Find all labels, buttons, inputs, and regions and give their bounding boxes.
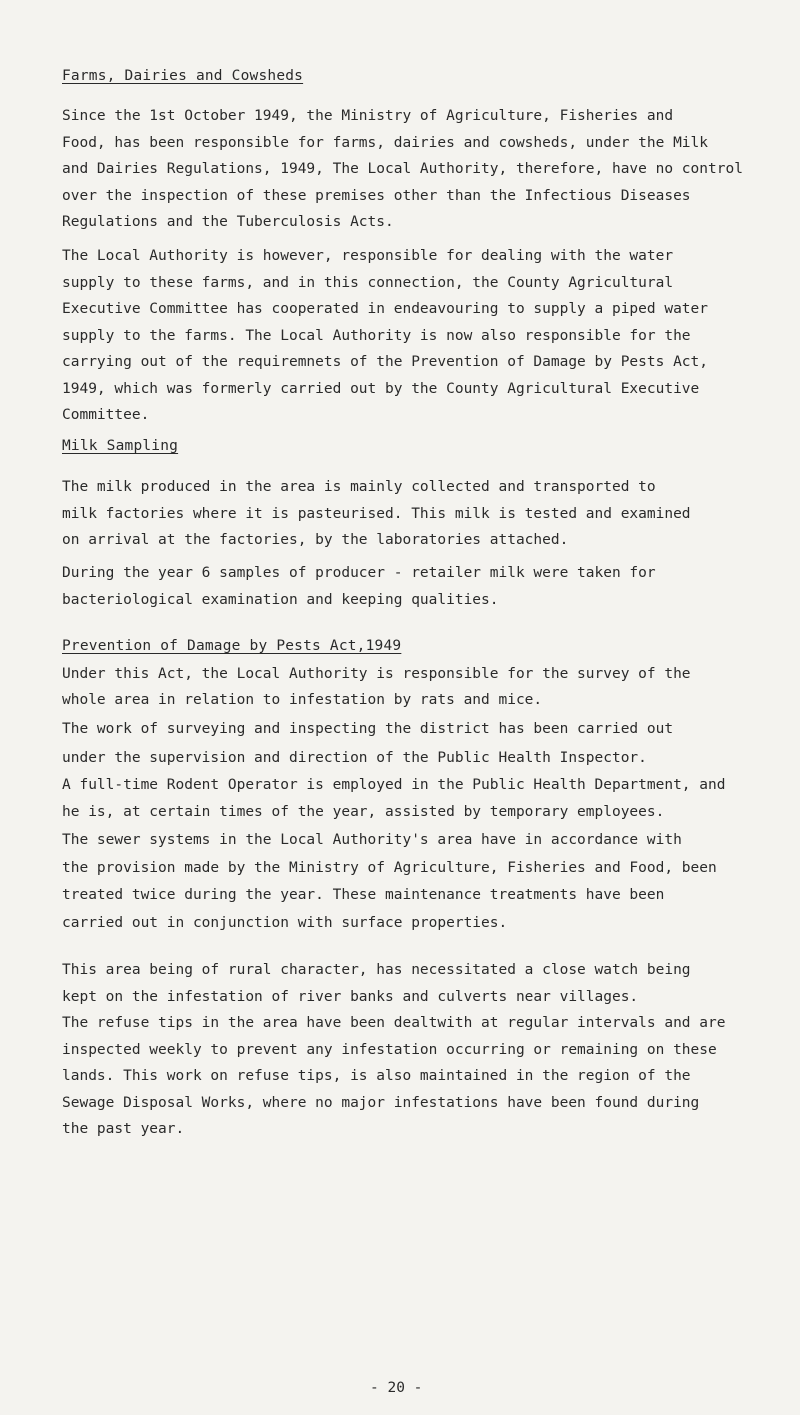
paragraph-pests-final: This area being of rural character, has necessitated a close watch being kept on the infestation of river banks and culverts near villages. The refuse tips in the area have been dealtwith at regular intervals and are inspected weekly to prevent any infestation occurring or remaining on these lands. This work on refuse tips, is also maintained in the region of the Sewage Disposal Works, where no major infestations have been found during the past year. <box>62 962 726 1137</box>
paragraph-milk-1: The milk produced in the area is mainly collected and transported to milk factories where it is pasteurised. This milk is tested and examined on arrival at the factories, by the laboratories attached. <box>62 479 691 548</box>
pests-line-6: he is, at certain times of the year, assisted by temporary employees. <box>62 804 665 820</box>
heading-pests-act: Prevention of Damage by Pests Act,1949 <box>62 638 402 654</box>
pests-line-5: A full-time Rodent Operator is employed in the Public Health Department, and <box>62 777 726 793</box>
paragraph-milk-2: During the year 6 samples of producer - retailer milk were taken for bacteriological examination and keeping qualities. <box>62 565 656 608</box>
paragraph-farms-1: Since the 1st October 1949, the Ministry of Agriculture, Fisheries and Food, has been responsible for farms, dairies and cowsheds, under the Milk and Dairies Regulations, 1949, The Local Authority, therefore, have no control over the inspection of these premises other than the Infectious Diseases Regulations and the Tuberculosis Acts. <box>62 108 743 230</box>
pests-line-7: The sewer systems in the Local Authority's area have in accordance with <box>62 832 682 848</box>
pests-line-3: The work of surveying and inspecting the district has been carried out <box>62 721 674 737</box>
pests-line-1: Under this Act, the Local Authority is responsible for the survey of the <box>62 666 691 682</box>
page-number: - 20 - <box>370 1380 423 1396</box>
pests-line-2: whole area in relation to infestation by rats and mice. <box>62 692 543 708</box>
heading-farms: Farms, Dairies and Cowsheds <box>62 68 304 84</box>
heading-milk-sampling: Milk Sampling <box>62 438 179 454</box>
pests-line-8: the provision made by the Ministry of Agriculture, Fisheries and Food, been <box>62 860 717 876</box>
pests-line-9: treated twice during the year. These maintenance treatments have been <box>62 887 665 903</box>
paragraph-farms-2: The Local Authority is however, responsible for dealing with the water supply to these farms, and in this connection, the County Agricultural Executive Committee has cooperated in endeavouring to supply a piped water supply to the farms. The Local Authority is now also responsible for the carrying out of the requiremnets of the Prevention of Damage by Pests Act, 1949, which was formerly carried out by the County Agricultural Executive Committee. <box>62 248 709 423</box>
pests-line-10: carried out in conjunction with surface properties. <box>62 915 508 931</box>
pests-line-4: under the supervision and direction of the Public Health Inspector. <box>62 750 647 766</box>
